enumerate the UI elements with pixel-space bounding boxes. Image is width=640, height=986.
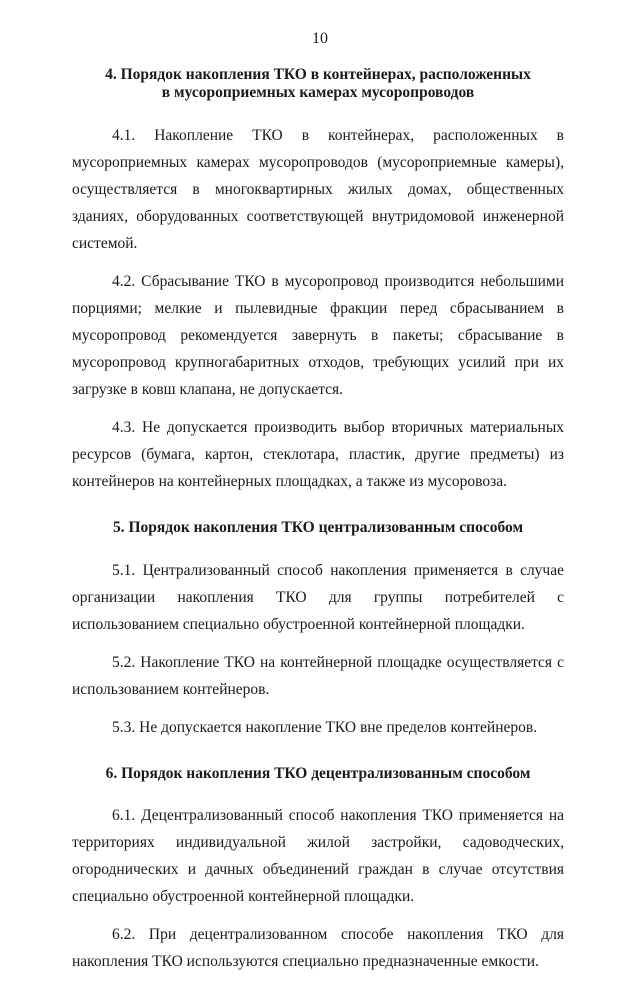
- section-6-heading: [72, 765, 564, 783]
- page-number: 10: [312, 30, 328, 47]
- section-5-heading: [72, 519, 564, 537]
- document-body: [72, 66, 564, 986]
- paragraph-4-2: 4.2. Сбрасывание ТКО в мусоропровод производится небольшими порциями; мелкие и пылевидные фракции перед сбрасыванием в мусоропровод рекомендуется завернуть в пакеты; сбрасывание в мусоропровод крупногабаритных отходов, требующих усилий при их загрузке в ковш клапана, не допускается.: [72, 273, 564, 398]
- section-6-heading-line-1: 6. Порядок накопления ТКО децентрализованным способом: [105, 765, 531, 782]
- paragraph-4-3: 4.3. Не допускается производить выбор вторичных материальных ресурсов (бумага, картон, стеклотара, пластик, другие предметы) из контейнеров на контейнерных площадках, а также из мусоровоза.: [72, 419, 564, 490]
- paragraph-6-2: 6.2. При децентрализованном способе накопления ТКО для накопления ТКО используются специально предназначенные емкости.: [72, 926, 564, 970]
- paragraph-4-1: 4.1. Накопление ТКО в контейнерах, расположенных в мусороприемных камерах мусоропроводов (мусороприемные камеры), осуществляется в многоквартирных жилых домах, общественных зданиях, оборудованных соответствующей внутридомовой инженерной системой.: [72, 127, 564, 252]
- paragraph-5-1: 5.1. Централизованный способ накопления применяется в случае организации накопления ТКО для группы потребителей с использованием специально обустроенной контейнерной площадки.: [72, 562, 564, 633]
- section-4-heading-line-2: в мусороприемных камерах мусоропроводов: [161, 84, 475, 101]
- paragraph-5-3: 5.3. Не допускается накопление ТКО вне пределов контейнеров.: [112, 719, 538, 736]
- section-4-heading: [72, 66, 564, 102]
- section-5-heading-line-1: 5. Порядок накопления ТКО централизованным способом: [112, 519, 524, 536]
- paragraph-5-2: 5.2. Накопление ТКО на контейнерной площадке осуществляется с использованием контейнеров.: [72, 654, 564, 698]
- paragraph-6-1: 6.1. Децентрализованный способ накопления ТКО применяется на территориях индивидуальной жилой застройки, садоводческих, огороднических и дачных объединений граждан в случае отсутствия специально обустроенной контейнерной площадки.: [72, 807, 564, 905]
- section-4-heading-line-1: 4. Порядок накопления ТКО в контейнерах, расположенных: [105, 66, 531, 83]
